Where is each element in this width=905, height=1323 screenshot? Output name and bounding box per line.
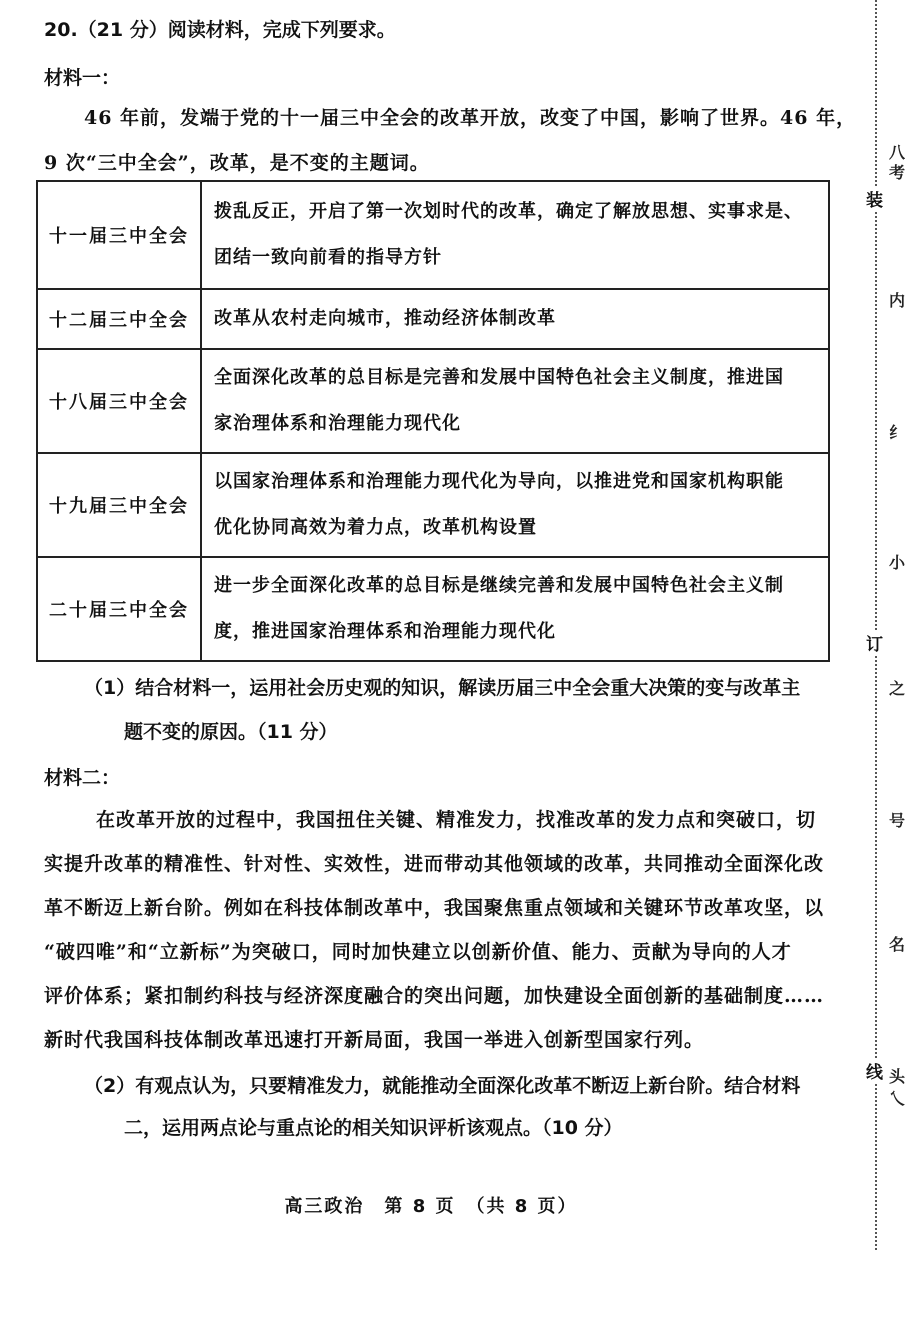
plenum-desc xyxy=(201,181,829,289)
desc-line: 团结一致向前看的指导方针 xyxy=(214,247,442,268)
table-row xyxy=(37,349,829,453)
binding-label-zhuang: 装 xyxy=(866,186,883,211)
material2-line: 新时代我国科技体制改革迅速打开新局面，我国一举进入创新型国家行列。 xyxy=(44,1029,705,1051)
edge-mark: 纟 xyxy=(889,423,905,442)
material1-label: 材料一： xyxy=(44,67,121,89)
desc-line: 以国家治理体系和治理能力现代化为导向，以推进党和国家机构职能 xyxy=(214,471,784,492)
material2-line: 实提升改革的精准性、针对性、实效性，进而带动其他领域的改革，共同推动全面深化改 xyxy=(44,853,825,875)
table-row xyxy=(37,289,829,349)
page-footer: 高三政治 第 8 页 （共 8 页） xyxy=(284,1196,578,1217)
desc-line: 优化协同高效为着力点，改革机构设置 xyxy=(214,517,537,538)
material2-label: 材料二： xyxy=(44,767,121,789)
edge-mark: 头 xyxy=(889,1067,905,1086)
plenum-name: 十二届三中全会 xyxy=(37,289,201,349)
edge-mark: 内 xyxy=(889,291,905,310)
plenum-name: 十九届三中全会 xyxy=(37,453,201,557)
desc-line: 度，推进国家治理体系和治理能力现代化 xyxy=(214,621,556,642)
desc-line: 家治理体系和治理能力现代化 xyxy=(214,413,461,434)
plenum-name: 十一届三中全会 xyxy=(37,181,201,289)
desc-line: 进一步全面深化改革的总目标是继续完善和发展中国特色社会主义制 xyxy=(214,575,784,596)
material2-line: 评价体系；紧扣制约科技与经济深度融合的突出问题，加快建设全面创新的基础制度…… xyxy=(44,985,825,1007)
binding-label-ding: 订 xyxy=(866,630,883,655)
material2-line: “破四唯”和“立新标”为突破口，同时加快建立以创新价值、能力、贡献为导向的人才 xyxy=(44,941,792,963)
table-row xyxy=(37,453,829,557)
plenum-desc xyxy=(201,557,829,661)
desc-line: 拨乱反正，开启了第一次划时代的改革，确定了解放思想、实事求是、 xyxy=(214,201,803,222)
material1-intro-line2: 9 次“三中全会”，改革，是不变的主题词。 xyxy=(44,152,430,174)
desc-line: 全面深化改革的总目标是完善和发展中国特色社会主义制度，推进国 xyxy=(214,367,784,388)
table-row xyxy=(37,181,829,289)
material2-body xyxy=(44,798,824,1062)
sub-question-2-line1: （2）有观点认为，只要精准发力，就能推动全面深化改革不断迈上新台阶。结合材料 xyxy=(84,1075,801,1097)
edge-mark: 考 xyxy=(889,163,905,182)
edge-mark: 号 xyxy=(889,811,905,830)
plenum-name: 十八届三中全会 xyxy=(37,349,201,453)
sub-question-2-line2: 二，运用两点论与重点论的相关知识评析该观点。（10 分） xyxy=(124,1117,623,1139)
plenum-name: 二十届三中全会 xyxy=(37,557,201,661)
plenum-desc xyxy=(201,289,829,349)
edge-mark: 名 xyxy=(889,935,905,954)
material1-intro-line1: 46 年前，发端于党的十一届三中全会的改革开放，改变了中国，影响了世界。46 年， xyxy=(84,107,857,129)
material2-line: 在改革开放的过程中，我国扭住关键、精准发力，找准改革的发力点和突破口，切 xyxy=(96,809,817,831)
table-row xyxy=(37,557,829,661)
sub-question-1-line2: 题不变的原因。（11 分） xyxy=(124,721,338,743)
edge-mark: 八 xyxy=(889,143,905,162)
edge-mark: 之 xyxy=(889,679,905,698)
plenum-desc xyxy=(201,453,829,557)
edge-mark: 小 xyxy=(889,553,905,572)
desc-line: 改革从农村走向城市，推动经济体制改革 xyxy=(214,308,556,329)
sub-question-1-line1: （1）结合材料一，运用社会历史观的知识，解读历届三中全会重大决策的变与改革主 xyxy=(84,677,801,699)
plenum-desc xyxy=(201,349,829,453)
edge-mark: 乀 xyxy=(889,1089,905,1108)
question-header: 20.（21 分）阅读材料，完成下列要求。 xyxy=(44,19,396,41)
material2-line: 革不断迈上新台阶。例如在科技体制改革中，我国聚焦重点领域和关键环节改革攻坚，以 xyxy=(44,897,825,919)
plenum-table xyxy=(36,180,830,662)
binding-label-xian: 线 xyxy=(866,1058,883,1083)
